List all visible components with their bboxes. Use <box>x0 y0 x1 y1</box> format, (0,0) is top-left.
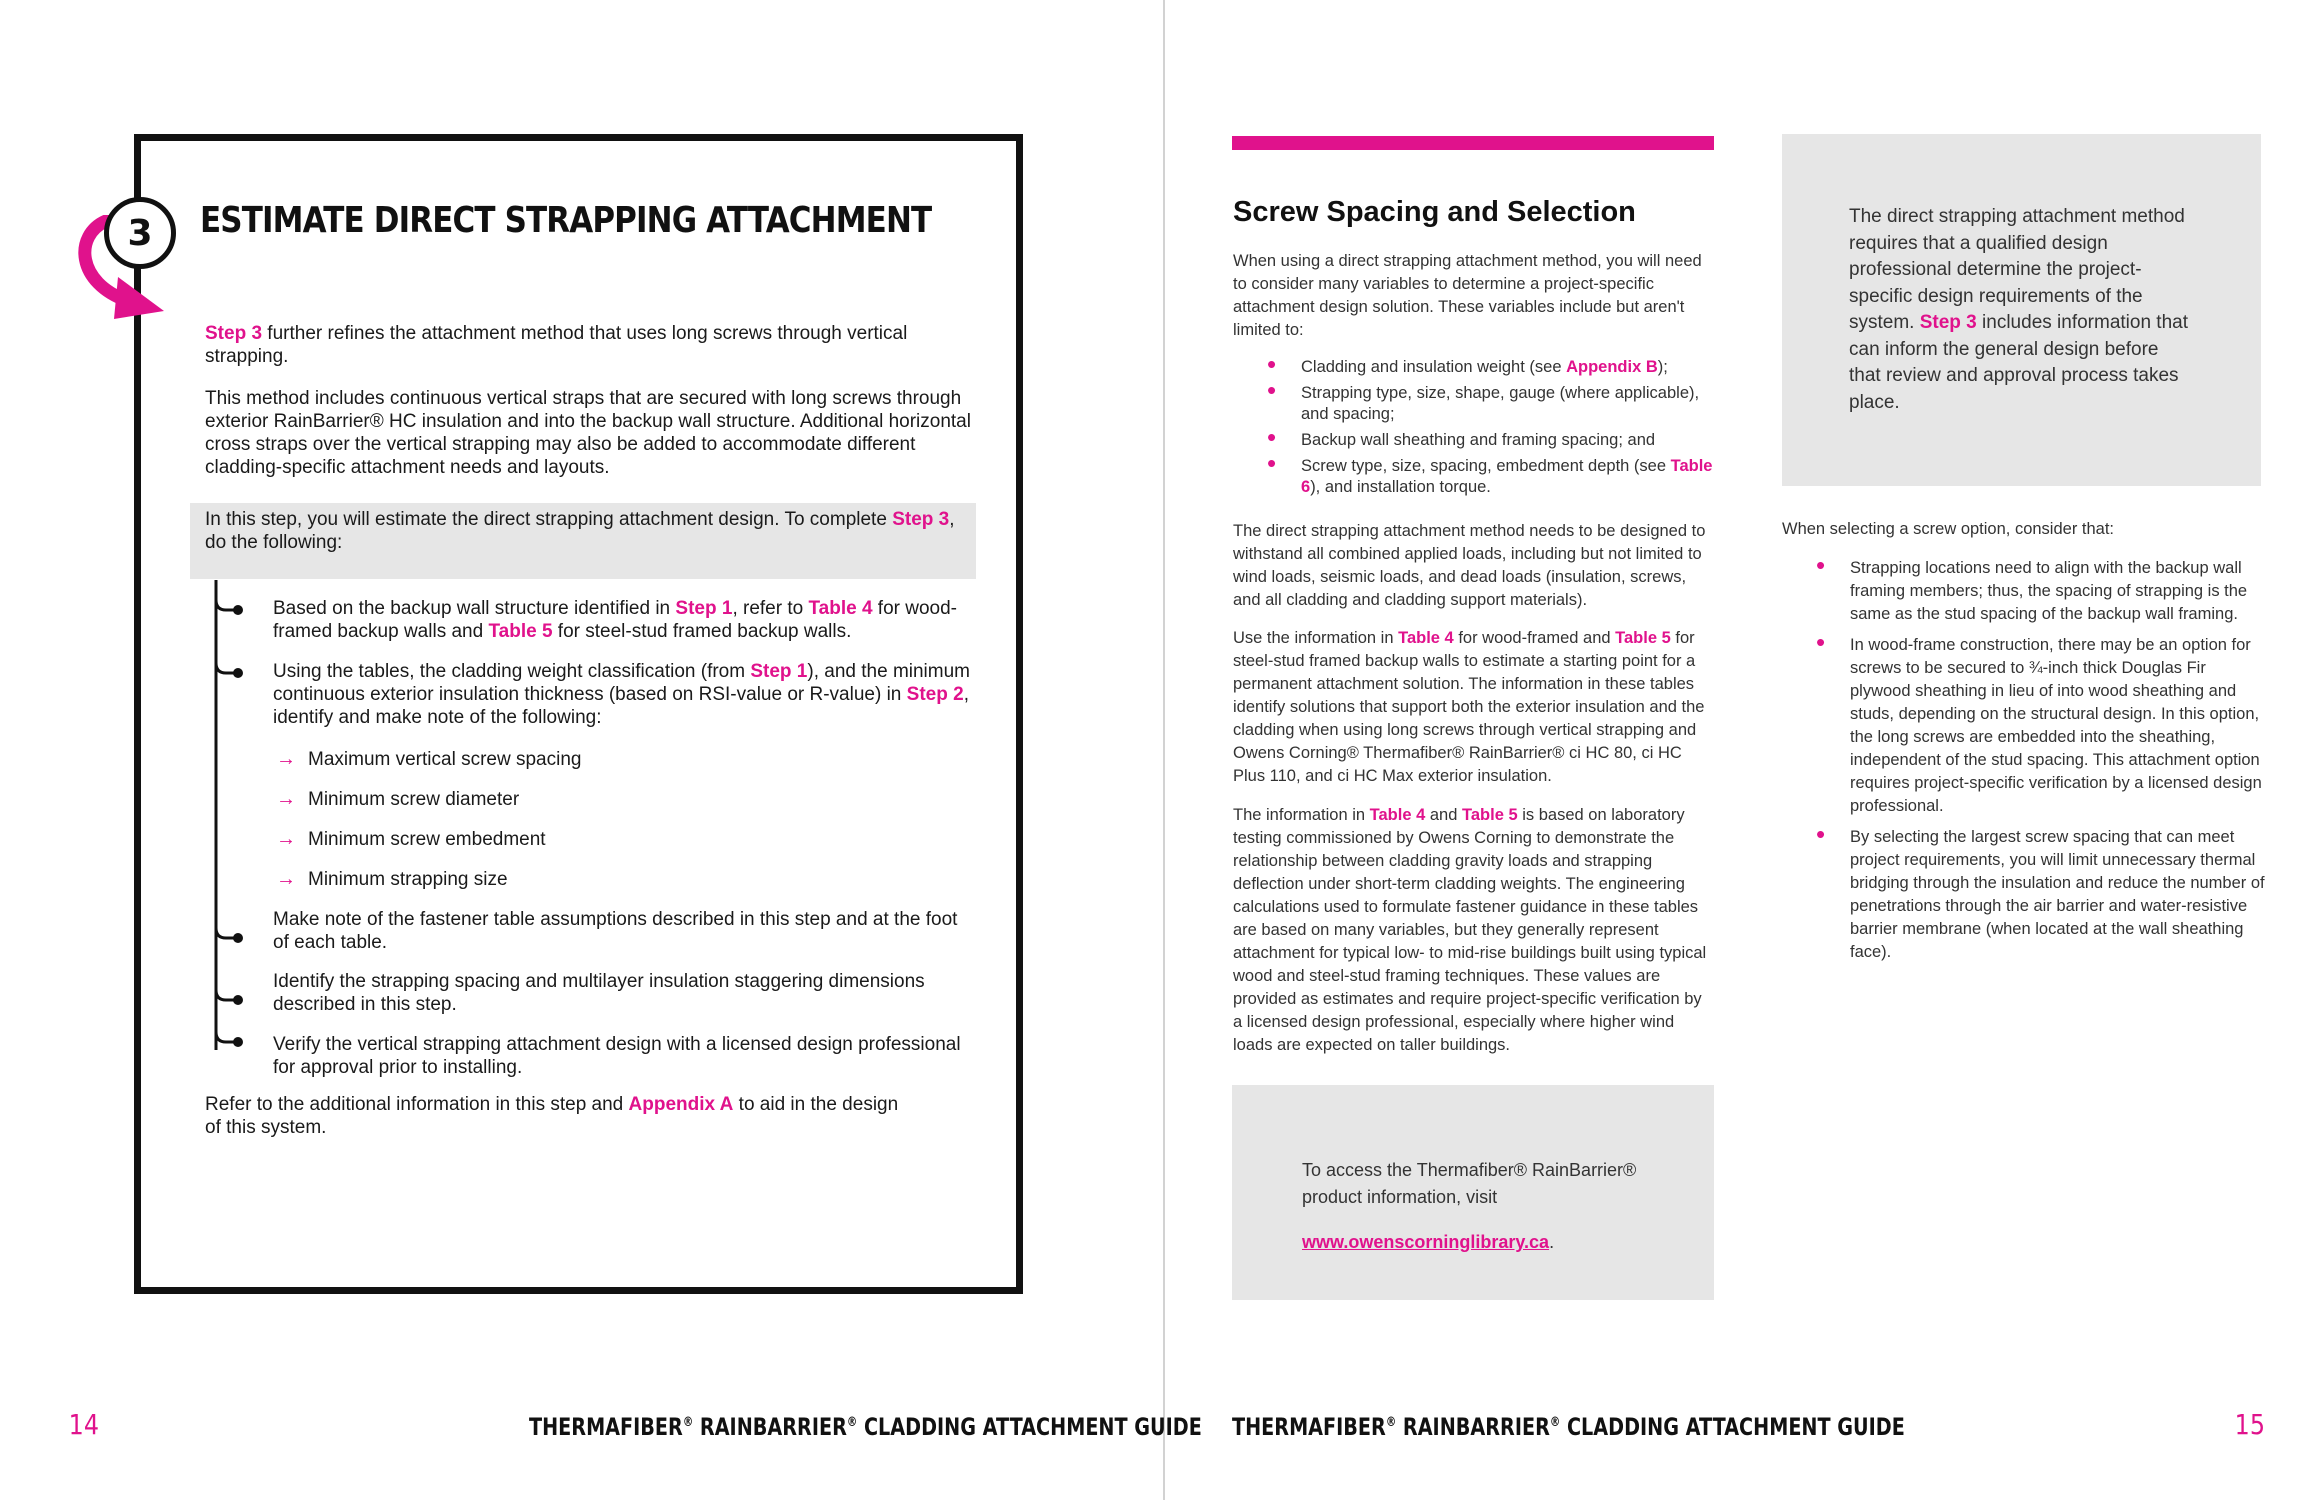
callout-box: The direct strapping attachment method requires that a qualified design professional determine the project-specific design requirements of the system. Step 3 includes information that can inform the general design before that review and approval process takes place. <box>1782 134 2261 486</box>
page-number: 15 <box>2234 1408 2265 1441</box>
table-6-link[interactable]: Table 6 <box>1301 457 1713 496</box>
access-info-box: To access the Thermafiber® RainBarrier® product information, visit www.owenscorninglibrary.ca. <box>1232 1085 1714 1300</box>
table-5-link[interactable]: Table 5 <box>1615 629 1671 647</box>
step-3-link[interactable]: Step 3 <box>1919 312 1977 333</box>
list-item: • Strapping type, size, shape, gauge (where applicable), and spacing; <box>1233 383 1715 425</box>
selection-list <box>1782 557 2267 972</box>
step-3-link[interactable]: Step 3 <box>892 509 950 530</box>
arrow-right-icon: → <box>276 748 296 770</box>
arrow-right-icon: → <box>276 828 296 850</box>
list-item: • Backup wall sheathing and framing spacing; and <box>1233 430 1715 451</box>
sub-list-item: → Minimum strapping size <box>276 868 508 890</box>
tables-paragraph: Use the information in Table 4 for wood-framed and Table 5 for steel-stud framed backup walls to estimate a starting point for a permanent attachment solution. The information in these tables identify solutions that support both the exterior insulation and the cladding when using long screws through vertical strapping and Owens Corning® Thermafiber® RainBarrier® ci HC 80, ci HC Plus 110, and ci HC Max exterior insulation. <box>1233 629 1705 785</box>
arrow-right-icon: → <box>276 868 296 890</box>
page-number: 14 <box>68 1408 99 1441</box>
testing-paragraph: The information in Table 4 and Table 5 is based on laboratory testing commissioned by Owens Corning to demonstrate the relationship between cladding gravity loads and strapping deflection under short-term cladding weights. The engineering calculations used to formulate fastener guidance in these tables are based on many variables, but they generally represent attachment for typical low- to mid-rise buildings built using typical wood and steel-stud framing techniques. These values are provided as estimates and require project-specific verification by a licensed design professional, especially where higher wind loads are expected on taller buildings. <box>1233 806 1707 1054</box>
step-number-badge: 3 <box>104 197 176 269</box>
step-intro: Step 3 further refines the attachment method that uses long screws through vertical strapping. <box>205 323 908 367</box>
section-heading: Screw Spacing and Selection <box>1233 196 1636 228</box>
table-4-link[interactable]: Table 4 <box>808 598 873 619</box>
footer-title: THERMAFIBER® RAINBARRIER® CLADDING ATTACHMENT GUIDE <box>529 1413 1202 1441</box>
step-3-link[interactable]: Step 3 <box>205 323 263 344</box>
list-item: Using the tables, the cladding weight classification (from Step 1), and the minimum continuous exterior insulation thickness (based on RSI-value or R-value) in Step 2, identify and make note of the following: <box>273 661 971 728</box>
list-item: Based on the backup wall structure identified in Step 1, refer to Table 4 for wood-framed backup walls and Table 5 for steel-stud framed backup walls. <box>273 598 958 642</box>
list-item: Identify the strapping spacing and multilayer insulation staggering dimensions described in this step. <box>273 971 925 1015</box>
sub-list-item: → Maximum vertical screw spacing <box>276 748 582 770</box>
appendix-b-link[interactable]: Appendix B <box>1566 358 1658 376</box>
list-item: Make note of the fastener table assumptions described in this step and at the foot of each table. <box>273 909 958 953</box>
selection-intro: When selecting a screw option, consider that: <box>1782 520 2115 538</box>
list-item: • By selecting the largest screw spacing that can meet project requirements, you will limit unnecessary thermal bridging through the insulation and reduce the number of penetrations through the air barrier and water-resistive barrier membrane (when located at the wall sheathing face). <box>1782 826 2267 964</box>
step-1-link[interactable]: Step 1 <box>675 598 733 619</box>
table-5-link[interactable]: Table 5 <box>1462 806 1518 824</box>
appendix-a-link[interactable]: Appendix A <box>628 1094 734 1115</box>
list-item: • In wood-frame construction, there may be an option for screws to be secured to ¾-inch thick Douglas Fir plywood sheathing in lieu of into wood sheathing and studs, depending on the structural design. In this option, the long screws are embedded into the sheathing, independent of the stud spacing. This attachment option requires project-specific verification by a licensed design professional. <box>1782 634 2267 818</box>
step-1-link[interactable]: Step 1 <box>750 661 808 682</box>
variables-list <box>1233 357 1715 503</box>
instruction-note: In this step, you will estimate the direct strapping attachment design. To complete Step 3, do the following: <box>190 503 976 579</box>
refer-paragraph: Refer to the additional information in this step and Appendix A to aid in the design of this system. <box>205 1094 899 1138</box>
timeline-connector <box>214 580 244 1050</box>
list-item: • Cladding and insulation weight (see Appendix B); <box>1233 357 1715 378</box>
table-5-link[interactable]: Table 5 <box>488 621 553 642</box>
library-link[interactable]: www.owenscorninglibrary.ca <box>1302 1232 1550 1252</box>
method-paragraph: This method includes continuous vertical straps that are secured with long screws through exterior RainBarrier® HC insulation and into the backup wall structure. Additional horizontal cross straps over the vertical strapping may also be added to accommodate different cladding-specific attachment needs and layouts. <box>205 388 971 478</box>
list-item: Verify the vertical strapping attachment design with a licensed design professional for approval prior to installing. <box>273 1034 961 1078</box>
page-divider <box>1163 0 1165 1500</box>
accent-bar <box>1232 136 1714 150</box>
list-item: • Screw type, size, spacing, embedment depth (see Table 6), and installation torque. <box>1233 456 1715 498</box>
table-4-link[interactable]: Table 4 <box>1398 629 1454 647</box>
footer-title: THERMAFIBER® RAINBARRIER® CLADDING ATTACHMENT GUIDE <box>1232 1413 1905 1441</box>
intro-paragraph: When using a direct strapping attachment method, you will need to consider many variables to determine a project-specific attachment design solution. These variables include but aren't limited to: <box>1233 252 1702 339</box>
list-item: • Strapping locations need to align with the backup wall framing members; thus, the spacing of strapping is the same as the stud spacing of the backup wall framing. <box>1782 557 2267 626</box>
arrow-right-icon: → <box>276 788 296 810</box>
step-title: ESTIMATE DIRECT STRAPPING ATTACHMENT <box>200 200 932 241</box>
step-2-link[interactable]: Step 2 <box>906 684 964 705</box>
sub-list-item: → Minimum screw diameter <box>276 788 520 810</box>
table-4-link[interactable]: Table 4 <box>1369 806 1426 824</box>
loads-paragraph: The direct strapping attachment method needs to be designed to withstand all combined applied loads, including but not limited to wind loads, seismic loads, and dead loads (insulation, screws, and all cladding and cladding support materials). <box>1233 522 1706 609</box>
sub-list-item: → Minimum screw embedment <box>276 828 546 850</box>
